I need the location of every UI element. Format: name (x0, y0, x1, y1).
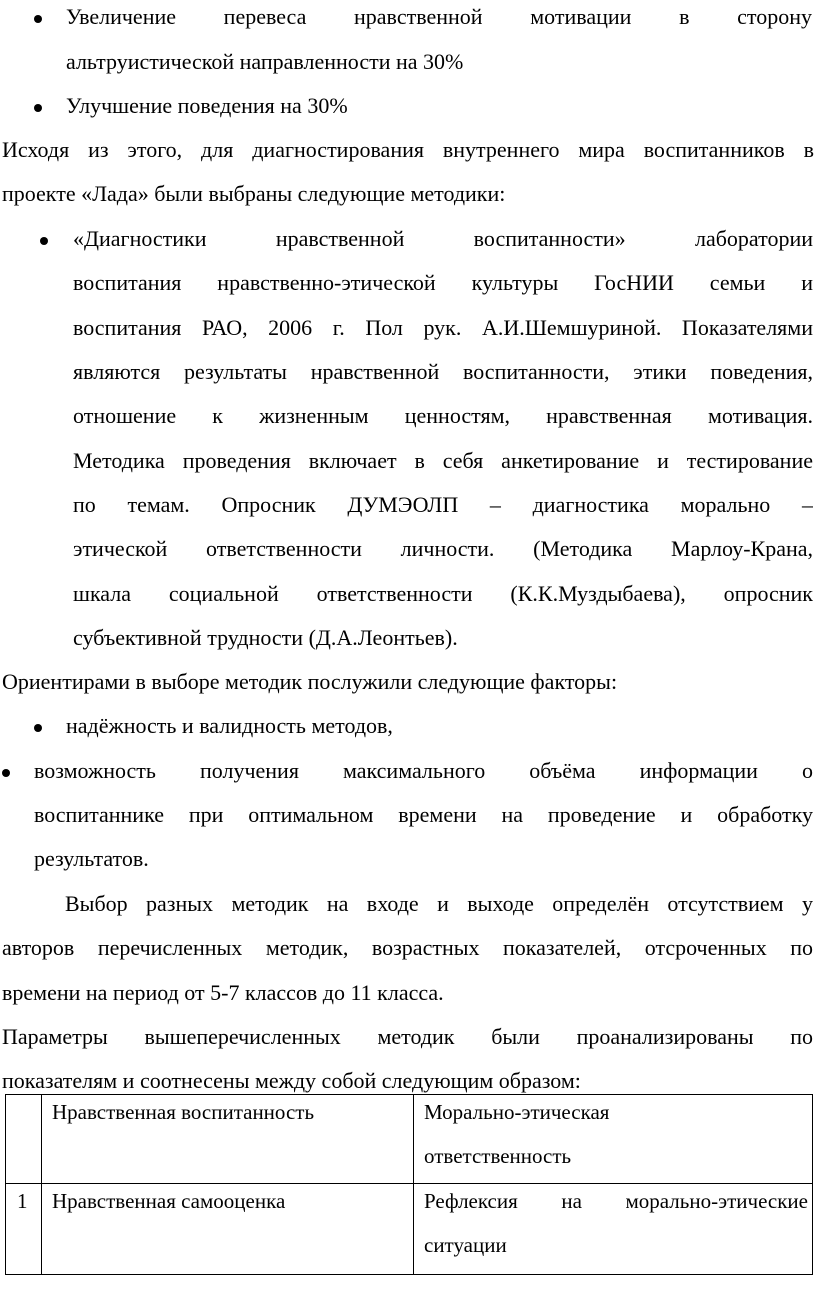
method-text-line: воспитания нравственно-этической культуры ГосНИИ семьи и (73, 272, 813, 295)
method-text-line: субъективной трудности (Д.А.Леонтьев). (73, 625, 458, 650)
method-text-line: Методика проведения включает в себя анкетирование и тестирование (73, 450, 813, 473)
table-cell-num (6, 1184, 42, 1275)
factor-text-line: воспитаннике при оптимальном времени на проведение и обработку (34, 804, 813, 827)
table-header-cell (42, 1095, 414, 1184)
paragraph-line: времени на период от 5-7 классов до 11 класса. (2, 980, 444, 1005)
bullet-text-line: Улучшение поведения на 30% (66, 93, 348, 118)
method-text-line: шкала социальной ответственности (К.К.Муздыбаева), опросник (73, 583, 813, 606)
table-cell-text: Рефлексия на морально-этические (424, 1191, 808, 1213)
bullet-text-line: Увеличение перевеса нравственной мотивации в сторону (66, 6, 812, 29)
bullet-icon (34, 724, 42, 732)
method-text-line: воспитания РАО, 2006 г. Пол рук. А.И.Шемшуриной. Показателями (73, 317, 813, 340)
table-cell-text: ситуации (424, 1233, 507, 1257)
method-text-line: «Диагностики нравственной воспитанности» лаборатории (73, 228, 813, 251)
table-header-text: ответственность (424, 1144, 572, 1168)
paragraph-line: авторов перечисленных методик, возрастных показателей, отсроченных по (2, 937, 813, 960)
row-number: 1 (17, 1189, 28, 1213)
table-row (6, 1184, 813, 1275)
paragraph-line: проекте «Лада» были выбраны следующие методики: (2, 181, 506, 206)
factor-text-line: возможность получения максимального объёма информации о (34, 760, 813, 783)
paragraph-line: Исходя из этого, для диагностирования внутреннего мира воспитанников в (2, 139, 814, 162)
paragraph-line: Ориентирами в выборе методик послужили следующие факторы: (2, 669, 618, 694)
paragraph-line: Выбор разных методик на входе и выходе определён отсутствием у (65, 893, 813, 916)
table-cell-num (6, 1095, 42, 1184)
bullet-icon (40, 237, 48, 245)
bullet-icon (34, 15, 42, 23)
factor-text-line: надёжность и валидность методов, (66, 713, 393, 738)
method-text-line: отношение к жизненным ценностям, нравственная мотивация. (73, 405, 813, 428)
bullet-icon (34, 104, 42, 112)
method-text-line: этической ответственности личности. (Методика Марлоу-Крана, (73, 538, 813, 561)
bullet-icon (2, 769, 10, 777)
bullet-text-line: альтруистической направленности на 30% (66, 49, 464, 74)
table-cell-text: Нравственная самооценка (52, 1189, 286, 1213)
table-header-row (6, 1095, 813, 1184)
method-text-line: являются результаты нравственной воспитанности, этики поведения, (73, 361, 813, 384)
methods-comparison-table (5, 1094, 813, 1275)
method-text-line: по темам. Опросник ДУМЭОЛП – диагностика морально – (73, 494, 813, 517)
factor-text-line: результатов. (34, 846, 149, 871)
paragraph-line: показателям и соотнесены между собой следующим образом: (2, 1068, 581, 1093)
table-header-text: Морально-этическая (424, 1100, 610, 1124)
table-header-text: Нравственная воспитанность (52, 1100, 315, 1124)
table-header-cell (414, 1095, 813, 1184)
table-cell (414, 1184, 813, 1275)
paragraph-line: Параметры вышеперечисленных методик были проанализированы по (2, 1026, 813, 1049)
table-cell (42, 1184, 414, 1275)
